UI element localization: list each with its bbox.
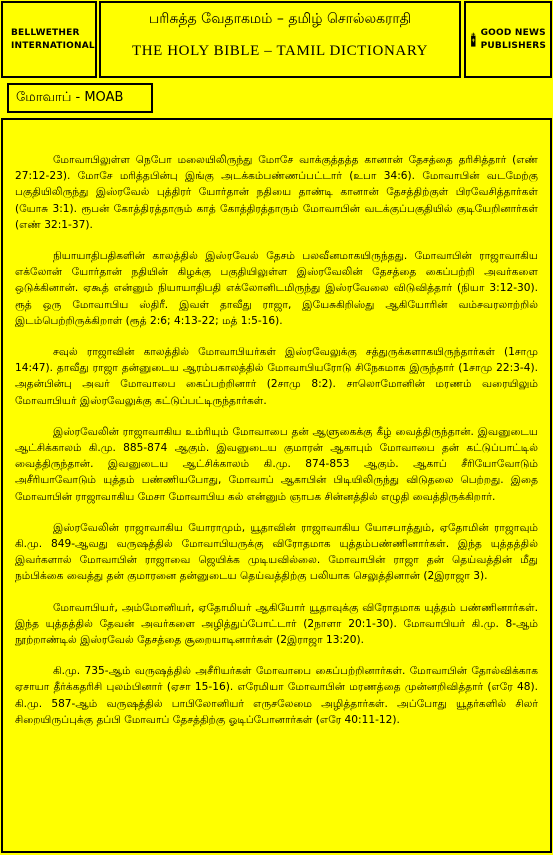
- good-news-logo-text: GOOD NEWS PUBLISHERS: [480, 27, 546, 51]
- bellwether-logo-box: [1, 1, 97, 78]
- header-title-box: [99, 1, 461, 78]
- article-content: [1, 118, 552, 853]
- paragraph: இஸ்ரவேலின் ராஜாவாகிய உம்ரியும் மோவாபை தன் ஆளுகைக்கு கீழ் வைத்திருந்தான். இவனுடைய ஆட்சிக்காலம் கி.மு. 885-874 ஆகும். இவனுடைய குமாரன் ஆகாபும் மோவாபை தன் கட்டுப்பாட்டில் வைத்திருந்தான். இவனுடைய ஆட்சிக்காலம் கி.மு. 874-853 ஆகும். ஆகாப் சீரியோவோடும் அசீரியாவோடும் யுத்தம் பண்ணியபோது, மோவாப் ஆகாபின் பிடியிலிருந்து விடுதலை பெற்றது. இதை மோவாபின் ராஜாவாகிய மேசா மோவாபிய கல் என்னும் ஞாபக சின்னத்தில் எழுதி வைத்திருக்கிறார்.: [15, 425, 538, 503]
- bellwether-logo-text: BELLWETHER INTERNATIONAL: [11, 27, 95, 51]
- paragraph: நியாயாதிபதிகளின் காலத்தில் இஸ்ரவேல் தேசம் பலவீனமாகயிருந்தது. மோவாபின் ராஜாவாகிய எக்லோன் யோர்தான் நதியின் கிழக்கு பகுதியிலுள்ள இஸ்ரவேலின் தேசத்தை கைப்பற்றி அவர்களை ஒடுக்கினான். ஏகூத் என்னும் நியாயாதிபதி எக்லோனிடமிருந்து இஸ்ரவேலை விடுவித்தார் (நியா 3:12-30). ரூத் ஒரு மோவாபிய ஸ்திரீ. இவள் தாவீது ராஜா, இயேசுகிறிஸ்து ஆகியோரின் வம்சவரலாற்றில் இடம்பெற்றிருக்கிறாள் (ரூத் 2:6; 4:13-22; மத் 1:5-16).: [15, 250, 538, 327]
- topic-label-box: [7, 83, 153, 113]
- paragraph: சவுல் ராஜாவின் காலத்தில் மோவாபியர்கள் இஸ்ரவேலுக்கு சத்துருக்களாகயிருந்தார்கள் (1சாமு 14:47). தாவீது ராஜா தன்னுடைய ஆரம்பகாலத்தில் மோவாபியரோடு சிநேகமாக இருந்தார் (1சாமு 22:3-4). அதன்பின்பு அவர் மோவாபை கைப்பற்றினார் (2சாமு 8:2). சாலொமோனின் மரணம் வரையிலும் மோவாபியர் இஸ்ரவேலுக்கு கட்டுப்பட்டிருந்தார்கள்.: [15, 346, 538, 407]
- good-news-logo-box: [464, 1, 552, 78]
- topic-title: மோவாப் - MOAB: [16, 90, 124, 105]
- bible-icon: [470, 18, 477, 62]
- paragraph: கி.மு. 735-ஆம் வருஷத்தில் அசீரியர்கள் மோவாபை கைப்பற்றினார்கள். மோவாபின் தோல்விக்காக ஏசாயா தீர்க்கதரிசி புலம்பினார் (ஏசா 15-16). எரேமியா மோவாபின் மரணத்தை முன்னறிவித்தார் (எரே 48). கி.மு. 587-ஆம் வருஷத்தில் பாபிலோனியர் எருசலேமை அழித்தார்கள். அப்போது யூதர்களில் சிலர் சிறையிருப்புக்கு தப்பி மோவாப் தேசத்திற்கு ஓடிப்போனார்கள் (எரே 40:11-12).: [15, 665, 538, 726]
- title-tamil: பரிசுத்த வேதாகமம் – தமிழ் சொல்லகராதி: [148, 11, 412, 27]
- title-english: THE HOLY BIBLE – TAMIL DICTIONARY: [131, 43, 429, 59]
- paragraph: மோவாபிலுள்ள நெபோ மலையிலிருந்து மோசே வாக்குத்தத்த கானான் தேசத்தை தரிசித்தார் (எண் 27:12-23). மோசே மரித்தபின்பு இங்கு அடக்கம்பண்ணப்பட்டார் (உபா 34:6). மோவாபின் வடமேற்கு பகுதியிலிருந்து இஸ்ரவேல் புத்திரர் யோர்தான் நதியை தாண்டி கானான் தேசத்திற்குள் பிரவேசித்தார்கள் (யோசு 3:1). ரூபன் கோத்திரத்தாரும் காத் கோத்திரத்தாரும் மோவாபின் வடக்குப்பகுதியில் குடியேறினார்கள் (எண் 32:1-37).: [15, 154, 538, 231]
- paragraph: இஸ்ரவேலின் ராஜாவாகிய யோராமும், யூதாவின் ராஜாவாகிய யோசபாத்தும், ஏதோமின் ராஜாவும் கி.மு. 849-ஆவது வருஷத்தில் மோவாபியருக்கு விரோதமாக யுத்தம்பண்ணினார்கள். இந்த யுத்தத்தில் இவர்களால் மோவாபின் ராஜாவை ஜெயிக்க முடியவில்லை. மோவாபின் ராஜா தன் தெய்வத்தின் மீது நம்பிக்கை வைத்து தன் குமாரனை தன்னுடைய தெய்வத்திற்கு பலியாக செலுத்தினான் (2இராஜா 3).: [15, 521, 538, 583]
- paragraph: மோவாபியர், அம்மோனியர், ஏதோமியர் ஆகியோர் யூதாவுக்கு விரோதமாக யுத்தம் பண்ணினார்கள். இந்த யுத்தத்தில் தேவன் அவர்களை அழித்துப்போட்டார் (2நாளா 20:1-30). மோவாபியர் கி.மு. 8-ஆம் நூற்றாண்டில் இஸ்ரவேல் தேசத்தை சூறையாடினார்கள் (2இராஜா 13:20).: [15, 601, 538, 647]
